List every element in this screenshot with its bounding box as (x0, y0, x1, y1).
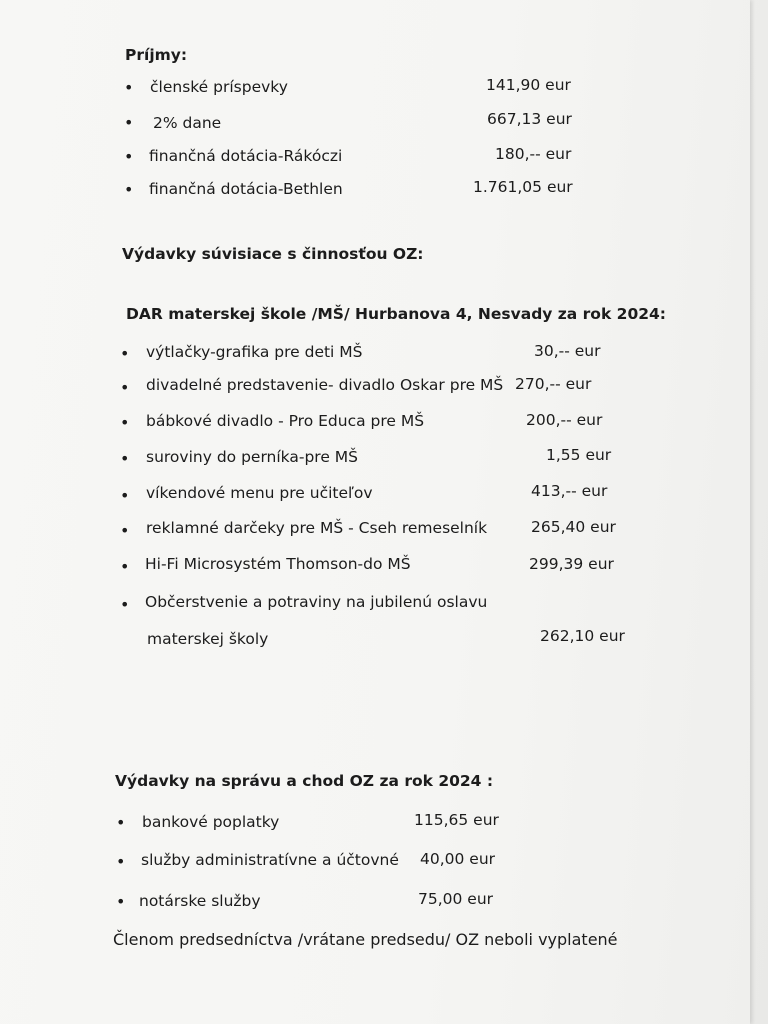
donation-item-label: víkendové menu pre učiteľov (146, 484, 373, 502)
bullet-icon (120, 557, 129, 576)
donation-heading: DAR materskej škole /MŠ/ Hurbanova 4, Nesvady za rok 2024: (126, 305, 667, 323)
admin-item-label: služby administratívne a účtovné (141, 851, 399, 869)
donation-item-amount: 270,-- eur (515, 375, 592, 393)
income-item-label: členské príspevky (150, 78, 288, 96)
bullet-icon (120, 521, 129, 540)
bullet-icon (124, 147, 133, 166)
bullet-icon (116, 892, 125, 911)
donation-item-amount: 200,-- eur (526, 411, 603, 429)
donation-item-label: divadelné predstavenie- divadlo Oskar pre MŠ (146, 376, 504, 394)
donation-item-amount: 299,39 eur (529, 555, 614, 573)
bullet-icon (120, 344, 129, 363)
activity-expenses-heading: Výdavky súvisiace s činnosťou OZ: (122, 245, 424, 263)
admin-item-amount: 75,00 eur (418, 890, 494, 908)
bullet-icon (116, 813, 125, 832)
bullet-icon (120, 595, 129, 614)
donation-item-label: suroviny do perníka-pre MŠ (146, 448, 359, 466)
admin-item-amount: 40,00 eur (420, 850, 496, 868)
income-item-label: finančná dotácia-Rákóczi (149, 147, 343, 165)
income-item-label: finančná dotácia-Bethlen (149, 180, 343, 198)
donation-item-label: bábkové divadlo - Pro Educa pre MŠ (146, 412, 425, 430)
donation-item-label: Občerstvenie a potraviny na jubilenú oslavu (145, 593, 488, 611)
income-item-amount: 180,-- eur (495, 145, 572, 163)
income-heading: Príjmy: (125, 46, 188, 64)
income-item-label: 2% dane (153, 114, 222, 132)
donation-item-amount: 30,-- eur (534, 342, 601, 360)
donation-item-label: Hi-Fi Microsystém Thomson-do MŠ (145, 555, 411, 573)
income-item-amount: 667,13 eur (487, 110, 572, 128)
donation-item-amount: 1,55 eur (546, 446, 612, 464)
income-item-amount: 1.761,05 eur (473, 178, 573, 196)
income-item-amount: 141,90 eur (486, 76, 571, 94)
admin-heading: Výdavky na správu a chod OZ za rok 2024 : (115, 772, 494, 790)
bullet-icon (124, 180, 133, 199)
bullet-icon (120, 413, 129, 432)
bullet-icon (124, 78, 133, 97)
donation-item-amount: 265,40 eur (531, 518, 616, 536)
bullet-icon (120, 449, 129, 468)
bullet-icon (116, 852, 125, 871)
admin-note: Členom predsedníctva /vrátane predsedu/ OZ neboli vyplatené (113, 930, 618, 949)
admin-item-label: bankové poplatky (142, 813, 280, 831)
donation-item-amount: 262,10 eur (540, 627, 625, 645)
bullet-icon (120, 378, 129, 397)
donation-item-amount: 413,-- eur (531, 482, 608, 500)
donation-item-label: reklamné darčeky pre MŠ - Cseh remeselník (146, 519, 488, 537)
admin-item-label: notárske služby (139, 892, 261, 910)
donation-item-label: výtlačky-grafika pre deti MŠ (146, 343, 363, 361)
bullet-icon (124, 113, 133, 132)
admin-item-amount: 115,65 eur (414, 811, 499, 829)
donation-item-label-continued: materskej školy (147, 630, 269, 648)
bullet-icon (120, 486, 129, 505)
